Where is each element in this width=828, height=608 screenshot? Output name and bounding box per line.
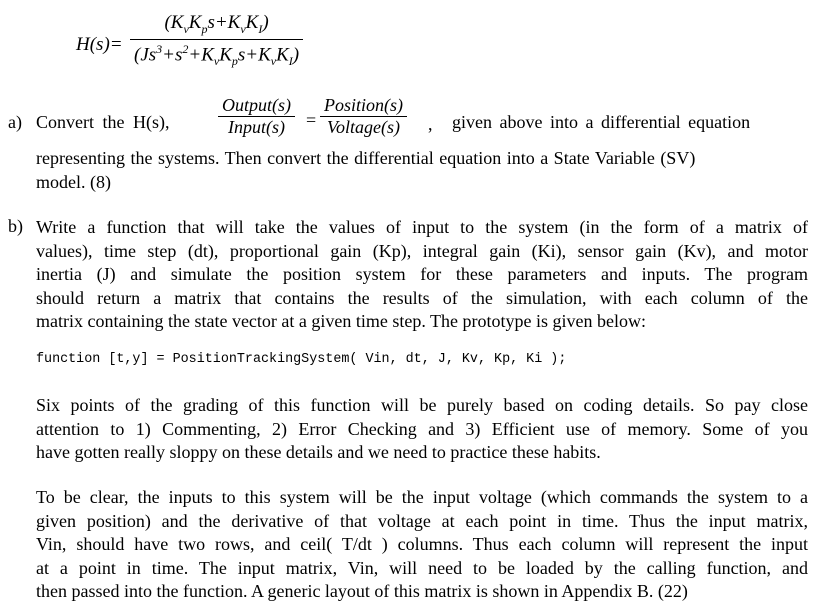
part-a-label: a)	[8, 112, 22, 132]
transfer-function-lhs: H(s)=	[76, 34, 123, 55]
part-b-line: matrix containing the state vector at a given time step. The prototype is given below:	[36, 311, 647, 331]
transfer-function-denominator: $(Js^3+s^2+K_vK_ps+K_vK_I)$	[130, 39, 303, 69]
part-a-line-2: representing the systems. Then convert the differential equation into a State Variable (SV)	[36, 148, 696, 168]
fraction-position: Position(s)	[324, 95, 403, 115]
part-b-line: values), time step (dt), proportional gain (Kp), integral gain (Ki), sensor gain (Kv), and motor	[36, 240, 808, 261]
grading-line: Six points of the grading of this function will be purely based on coding details. So pay close	[36, 395, 808, 415]
part-b-paragraph	[36, 216, 808, 334]
transfer-function-numerator: $(K_vK_ps+K_vK_I)$	[164, 12, 269, 36]
transfer-function-fraction	[130, 12, 303, 69]
inputs-paragraph	[36, 486, 808, 604]
position-voltage-fraction	[320, 95, 407, 138]
fraction-voltage: Voltage(s)	[320, 116, 407, 138]
inputs-line: given position) and the derivative of that voltage at each point in time. Thus the input matrix,	[36, 510, 808, 531]
part-a-intro: Convert the H(s),	[36, 112, 170, 132]
part-a-tail: given above into a differential equation	[452, 112, 751, 132]
part-b-line: Write a function that will take the values of input to the system (in the form of a matrix of	[36, 217, 808, 237]
part-b-line: should return a matrix that contains the results of the simulation, with each column of the	[36, 287, 808, 308]
function-prototype: function [t,y] = PositionTrackingSystem( Vin, dt, J, Kv, Kp, Ki );	[36, 352, 567, 367]
output-input-fraction	[218, 95, 295, 138]
inputs-line: at a point in time. The input matrix, Vin, will need to be loaded by the calling function, and	[36, 557, 808, 578]
inputs-line: Vin, should have two rows, and ceil( T/dt ) columns. Thus each column will represent the input	[36, 534, 808, 554]
grading-line: attention to 1) Commenting, 2) Error Checking and 3) Efficient use of memory. Some of you	[36, 418, 808, 439]
part-a-line-3: model. (8)	[36, 172, 111, 192]
part-b-line: inertia (J) and simulate the position system for these parameters and inputs. The program	[36, 264, 808, 284]
grading-line: have gotten really sloppy on these details and we need to practice these habits.	[36, 442, 601, 462]
fraction-comma: ,	[428, 114, 433, 134]
grading-paragraph	[36, 394, 808, 465]
inputs-line: To be clear, the inputs to this system will be the input voltage (which commands the system to a	[36, 487, 808, 507]
part-b-label: b)	[8, 216, 23, 236]
fraction-input: Input(s)	[218, 116, 295, 138]
equals-sign: =	[306, 110, 317, 130]
fraction-output: Output(s)	[222, 95, 291, 115]
inputs-line: then passed into the function. A generic layout of this matrix is shown in Appendix B. (22)	[36, 581, 688, 601]
